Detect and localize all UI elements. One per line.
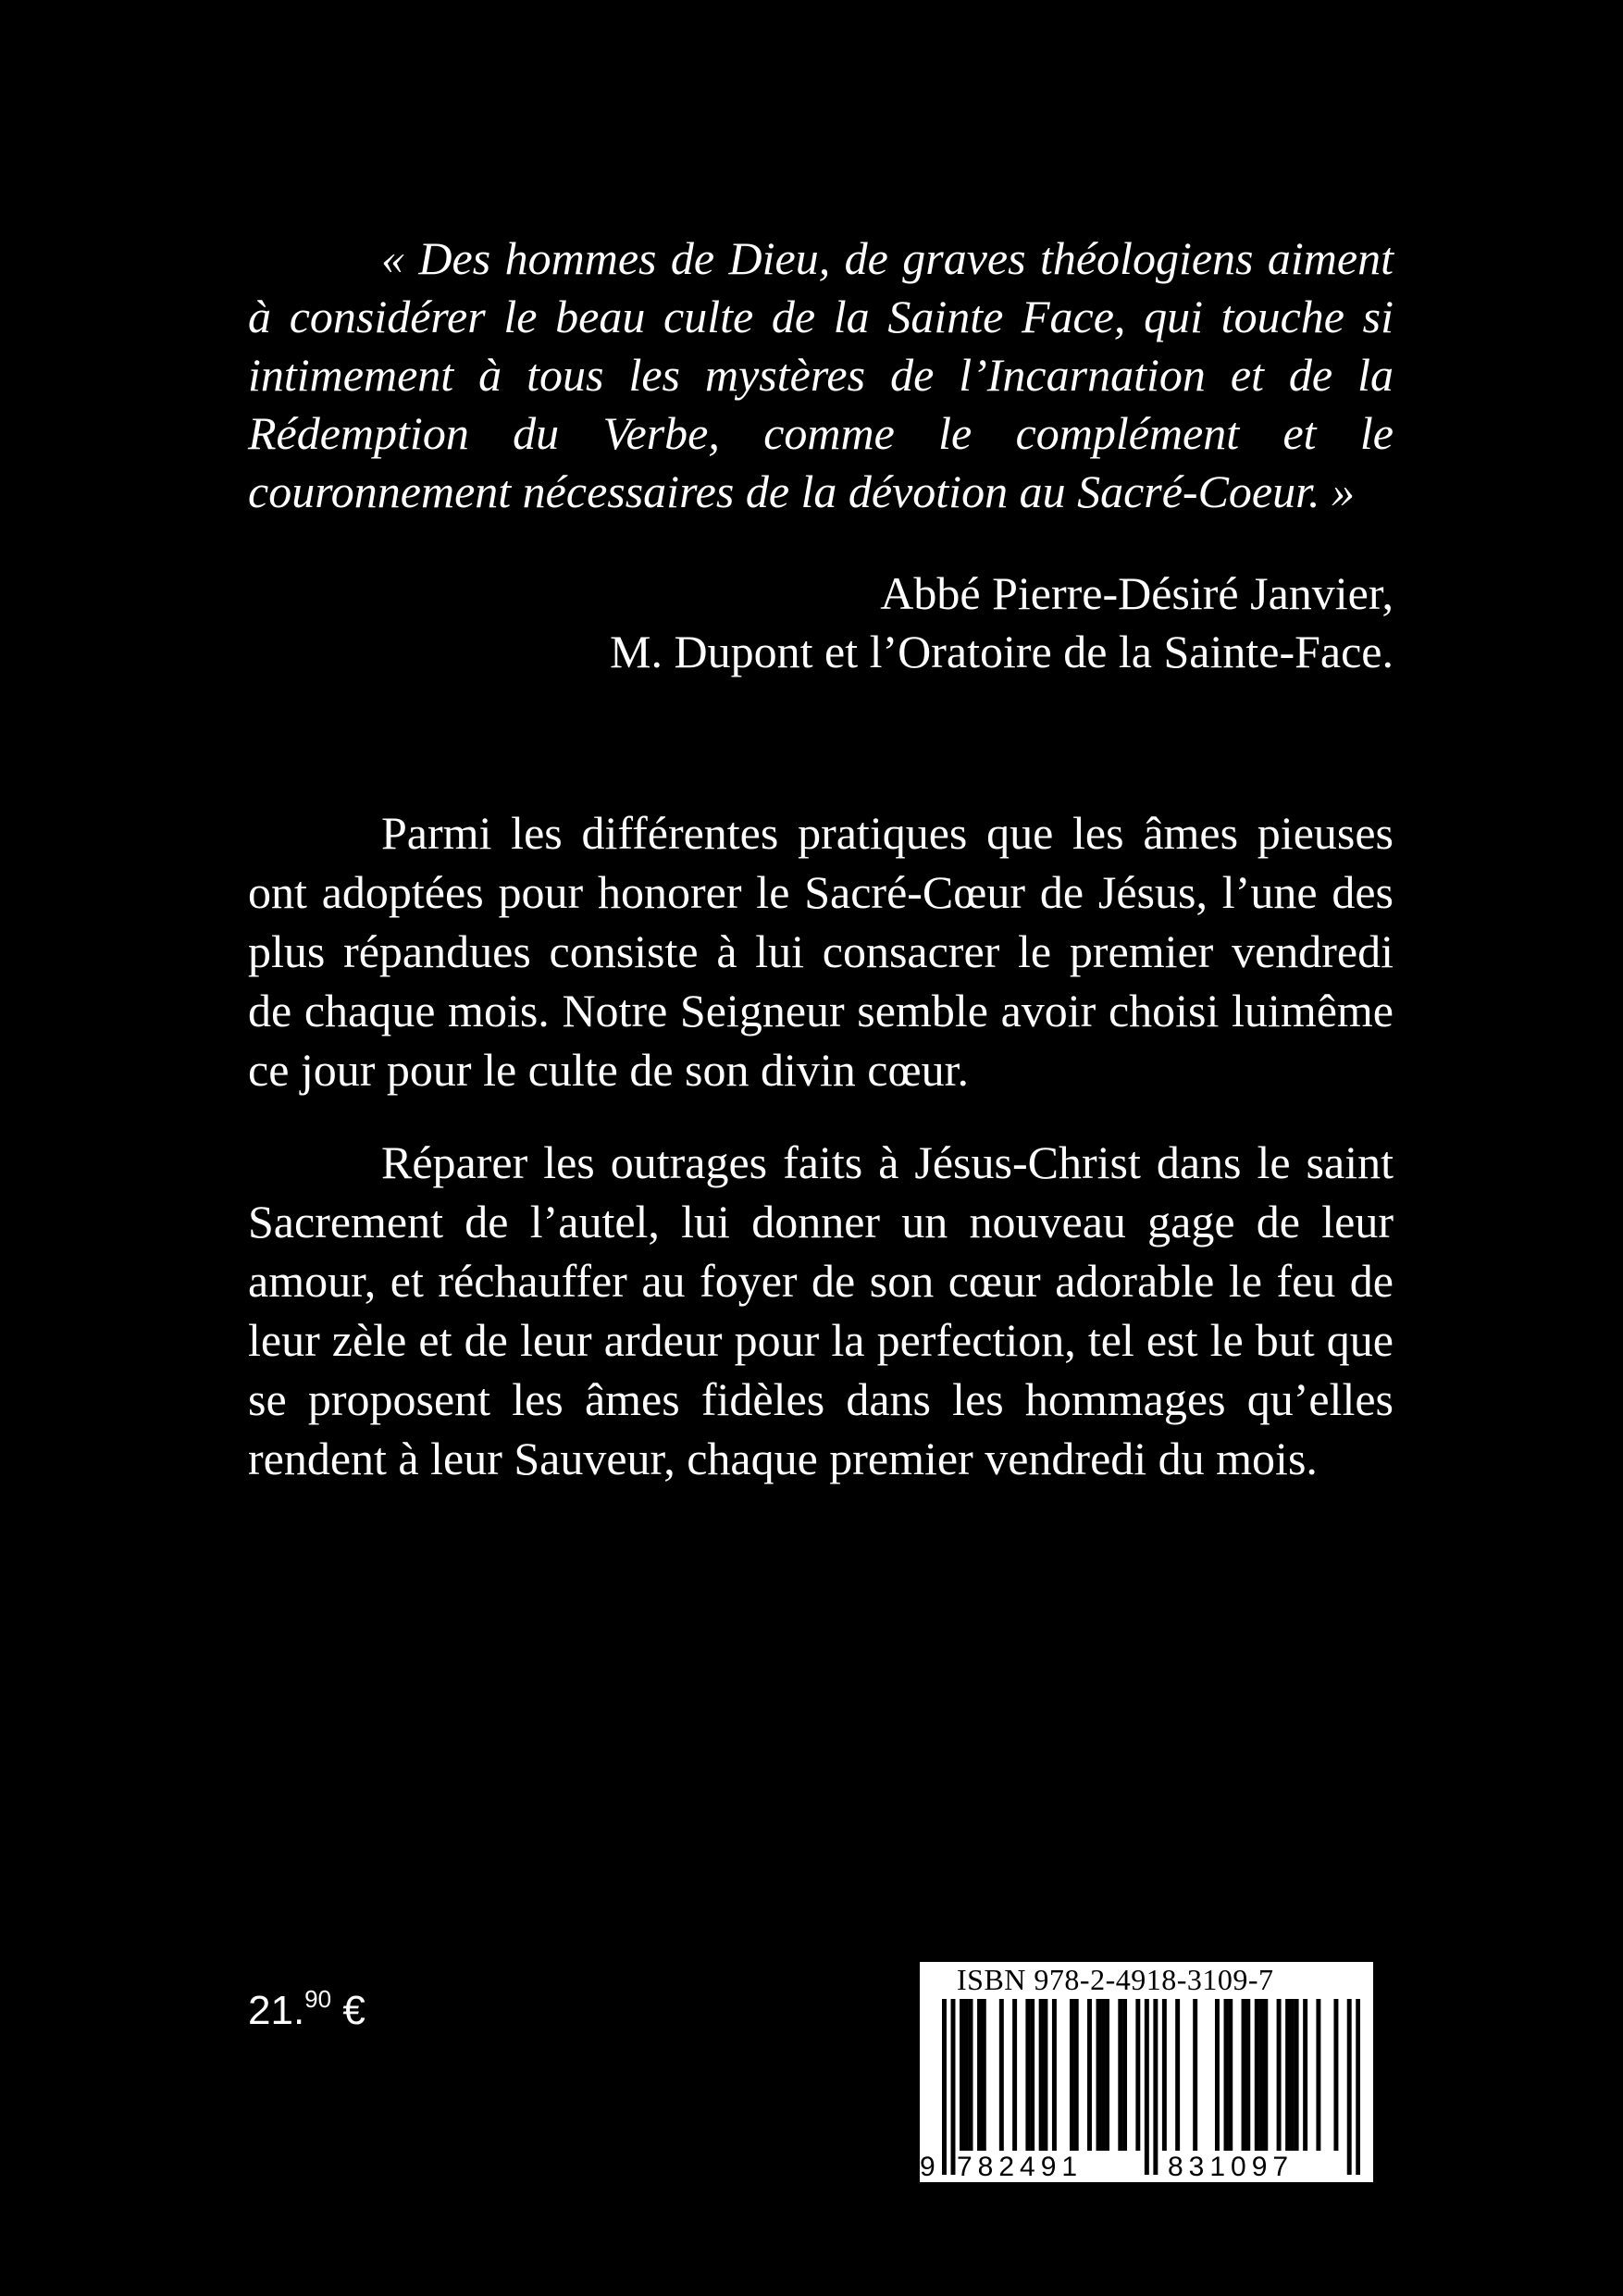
barcode-bar (1135, 1999, 1140, 2151)
barcode-bar (1224, 1999, 1229, 2151)
barcode-bar (1096, 1999, 1101, 2151)
barcode-bar (1070, 1999, 1074, 2151)
barcode-bar (1122, 1999, 1127, 2151)
attribution-source: M. Dupont et l’Oratoire de la Sainte-Face. (610, 626, 1394, 677)
barcode-digits-left: 782491 (957, 2152, 1084, 2182)
barcode-bar (1316, 1999, 1320, 2151)
barcode-bar (1285, 1999, 1290, 2151)
epigraph-quote: « Des hommes de Dieu, de graves théologiens aiment à considérer le beau culte de la Sainte Face, qui touche si intimement à tous les mystères de l’Incarnation et de la Rédemption du Verbe, comme le complément et le couronnement nécessaires de la dévotion au Sacré-Coeur. » (248, 232, 1394, 517)
barcode-bar (1290, 1999, 1295, 2151)
barcode-digits (920, 2153, 1373, 2182)
epigraph-attribution (468, 565, 1394, 681)
barcode-bar (960, 1999, 964, 2151)
barcode-bar (1074, 1999, 1079, 2151)
barcode-bar (1245, 1999, 1250, 2151)
barcode-guard-bar (1356, 1999, 1360, 2175)
barcode-bar (964, 1999, 969, 2151)
isbn-barcode (920, 1962, 1373, 2182)
barcode-bar (1215, 1999, 1220, 2151)
barcode-bar (1259, 1999, 1264, 2151)
barcode-guard-bar (1347, 1999, 1352, 2175)
barcode-bar (1263, 1999, 1268, 2151)
barcode-bars (942, 1999, 1360, 2175)
barcode-bar (1175, 1999, 1180, 2151)
barcode-bar (999, 1999, 1004, 2151)
price-label (248, 1985, 365, 2034)
barcode-guard-bar (1153, 1999, 1158, 2175)
barcode-bar (1039, 1999, 1044, 2151)
price-main: 21. (248, 1988, 305, 2033)
barcode-bar (1052, 1999, 1057, 2151)
barcode-bar (1043, 1999, 1047, 2151)
barcode-bar (1255, 1999, 1259, 2151)
attribution-author: Abbé Pierre-Désiré Janvier, (880, 567, 1394, 619)
barcode-bar (1333, 1999, 1338, 2151)
barcode-bar (1012, 1999, 1017, 2151)
price-cents: 90 (304, 1985, 332, 2013)
barcode-bar (969, 1999, 973, 2151)
barcode-guard-bar (1145, 1999, 1149, 2175)
barcode-bar (1162, 1999, 1167, 2151)
price-currency: € (342, 1988, 365, 2033)
barcode-bar (1100, 1999, 1105, 2151)
barcode-digit-first: 9 (920, 2152, 941, 2182)
barcode-bar (1030, 1999, 1035, 2151)
barcode-digits-right: 831097 (1168, 2152, 1295, 2182)
barcode-bar (1303, 1999, 1307, 2151)
barcode-bar (1242, 1999, 1246, 2151)
barcode-bar (1277, 1999, 1282, 2151)
isbn-label: ISBN 978-2-4918-3109-7 (957, 1963, 1274, 1996)
barcode-bar (977, 1999, 982, 2151)
barcode-guard-bar (942, 1999, 947, 2175)
barcode-bar (1118, 1999, 1122, 2151)
barcode-bar (1025, 1999, 1030, 2151)
barcode-bar (1228, 1999, 1233, 2151)
body-paragraph-2: Réparer les outrages faits à Jésus-Christ dans le saint Sacrement de l’autel, lui donner un nouveau gage de leur amour, et réchauffer au foyer de son cœur adorable le feu de leur zèle et de leur ardeur pour la perfection, tel est le but que se proposent les âmes fidèles dans les hommages qu’elles rendent à leur Sauveur, chaque premier vendredi du mois. (248, 1136, 1394, 1484)
barcode-bar (1105, 1999, 1109, 2151)
body-paragraph-1: Parmi les différentes pratiques que les âmes pieuses ont adoptées pour honorer le Sacré-Cœur de Jésus, l’une des plus répandues consiste à lui consacrer le premier vendredi de chaque mois. Notre Seigneur semble avoir choisi luimême ce jour pour le culte de son divin cœur. (248, 807, 1394, 1096)
barcode-bar (982, 1999, 986, 2151)
barcode-bar (1295, 1999, 1299, 2151)
barcode-bar (1087, 1999, 1092, 2151)
barcode-guard-bar (951, 1999, 956, 2175)
barcode-bar (1193, 1999, 1197, 2151)
